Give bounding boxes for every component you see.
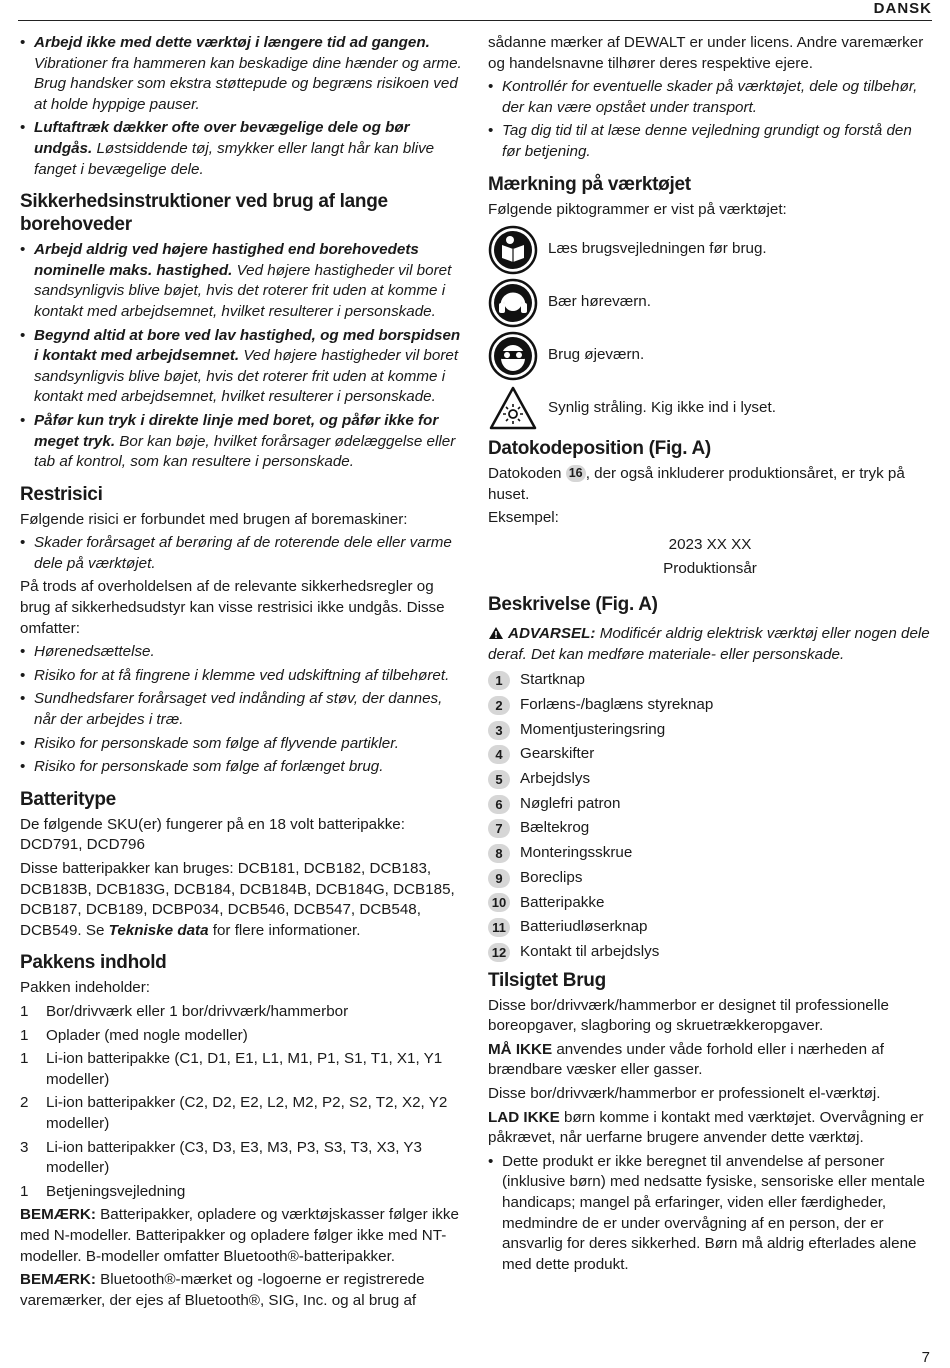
callout-badge: 16 [566,465,586,482]
bullet-item: • Kontrollér for eventuelle skader på værktøjet, dele og tilbehør, der kan være opstået under transport. [488,78,918,116]
residual-item: • Risiko for personskade som følge af flyvende partikler. [20,734,399,752]
read-manual-icon [488,225,538,275]
battery-paragraph-1: De følgende SKU(er) fungerer på en 18 volt batteripakke: DCD791, DCD796 [20,815,405,854]
section-heading-long-bits: Sikkerhedsinstruktioner ved brug af lange borehoveder [20,191,388,236]
package-item: 1 Li-ion batteripakke (C1, D1, E1, L1, M1, P1, S1, T1, X1, Y1 modeller) [20,1050,443,1088]
bullet-item: • Dette produkt er ikke beregnet til anvendelse af personer (inklusive børn) med nedsatte fysiske, sensoriske eller mentale handicaps; mangel på erfaringer, viden eller færdigheder, medmindre de er under overvågning af en person, der er ansvarlig for deres sikkerhed. Børn må aldrig efterlades alene med dette produkt. [488,1152,925,1273]
example-caption: Produktionsår [663,559,757,577]
eye-protection-icon [488,331,538,381]
residual-paragraph: På trods af overholdelsen af de relevante sikkerhedsregler og brug af sikkerhedsudstyr kan visse restrisici ikke undgås. Disse omfatter: [20,578,445,637]
intended-paragraph-1: Disse bor/drivværk/hammerbor er designet til professionelle boreopgaver, slagboring og skruetrækkeropgaver. [488,996,889,1035]
package-item: 2 Li-ion batteripakker (C2, D2, E2, L2, M2, P2, S2, T2, X2, Y2 modeller) [20,1094,448,1132]
pictogram-label: Bær høreværn. [548,293,651,311]
battery-paragraph-2: Disse batteripakker kan bruges: DCB181, DCB182, DCB183, DCB183B, DCB183G, DCB184, DCB184B, DCB184G, DCB185, DCB187, DCB189, DCBP034, DCB546, DCB547, DCB548, DCB549. Se Tekniske data for flere informationer. [20,860,455,939]
marking-intro: Følgende piktogrammer er vist på værktøjet: [488,200,787,218]
bullet-item: • Luftaftræk dækker ofte over bevægelige dele og bør undgås. Løstsiddende tøj, smykker eller langt hår kan blive fanget i bevægelige dele. [20,119,435,178]
pictogram-row [488,382,932,435]
package-item: 1 Bor/drivværk eller 1 bor/drivværk/hammerbor [20,1002,349,1020]
part-item: 12 Kontakt til arbejdslys [488,940,932,965]
residual-intro: Følgende risici er forbundet med brugen af boremaskiner: [20,510,408,528]
warning-icon [488,626,504,640]
section-heading-package: Pakkens indhold [20,952,167,974]
part-item: 8 Monteringsskrue [488,841,932,866]
package-item: 1 Betjeningsvejledning [20,1182,186,1200]
pictogram-row [488,329,932,382]
residual-item: • Risiko for personskade som følge af forlænget brug. [20,758,384,776]
section-heading-datecode: Datokodeposition (Fig. A) [488,438,711,460]
part-item: 7 Bæltekrog [488,816,932,841]
pictogram-label: Læs brugsvejledningen før brug. [548,240,767,258]
right-column [488,33,932,1278]
left-column [20,33,462,1314]
residual-item: • Hørenedsættelse. [20,643,155,661]
part-item: 9 Boreclips [488,866,932,891]
part-item: 4 Gearskifter [488,742,932,767]
part-item: 1 Startknap [488,668,932,693]
section-heading-residual: Restrisici [20,483,103,505]
continued-text: sådanne mærker af DEWALT er under licens. Andre varemærker og handelsnavne tilhører deres respektive ejere. [488,34,924,72]
language-label: DANSK [873,0,932,17]
note-1: BEMÆRK: Batteripakker, opladere og værktøjskasser følger ikke med N-modeller. Batteripakker og opladere følger ikke med NT-modeller. B-modeller omfatter Bluetooth®-batteripakker. [20,1206,459,1265]
bullet-item: • Arbejd aldrig ved højere hastighed end borehovedets nominelle maks. hastighed. Ved højere hastigheder vil boret sandsynligvis blive bøjet, hvis det roterer frit uden at komme i kontakt med arbejdsemnet, hvilket resulterer i personskade. [20,241,452,320]
pictogram-row [488,223,932,276]
example-code: 2023 XX XX [668,535,752,553]
section-heading-description: Beskrivelse (Fig. A) [488,594,658,616]
package-item: 1 Oplader (med nogle modeller) [20,1026,248,1044]
parts-list [488,668,932,964]
section-heading-battery: Batteritype [20,788,116,810]
radiation-warning-icon [488,384,538,434]
bullet-item: • Arbejd ikke med dette værktøj i længere tid ad gangen. Vibrationer fra hammeren kan beskadige dine hænder og arme. Brug handsker som ekstra støttepude og begræns risikoen ved at holde hyppige pauser. [20,34,462,113]
part-item: 5 Arbejdslys [488,767,932,792]
part-item: 11 Batteriudløserknap [488,915,932,940]
intended-paragraph-3: Disse bor/drivværk/hammerbor er professionelt el-værktøj. [488,1084,881,1102]
pictogram-label: Synlig stråling. Kig ikke ind i lyset. [548,399,776,417]
part-item: 6 Nøglefri patron [488,792,932,817]
note-2: BEMÆRK: Bluetooth®-mærket og -logoerne er registrerede varemærker, der ejes af Bluetooth®, SIG, Inc. og al brug af [20,1271,425,1309]
residual-item: • Sundhedsfarer forårsaget ved indånding af støv, der dannes, når der arbejdes i træ. [20,690,443,729]
package-list [20,1002,462,1202]
section-heading-intended-use: Tilsigtet Brug [488,969,606,991]
package-intro: Pakken indeholder: [20,979,151,997]
pictogram-label: Brug øjeværn. [548,346,645,364]
header-rule [18,20,932,21]
pictogram-row [488,276,932,329]
page-number: 7 [921,1349,930,1366]
intended-paragraph-4: LAD IKKE børn komme i kontakt med værktøjet. Overvågning er påkrævet, når uerfarne brugere anvender dette værktøj. [488,1108,924,1147]
residual-item: • Risiko for at få fingrene i klemme ved udskiftning af tilbehøret. [20,666,450,684]
warning-text: ADVARSEL: Modificér aldrig elektrisk værktøj eller nogen dele deraf. Det kan medføre materiale- eller personskade. [488,625,930,663]
example-label: Eksempel: [488,509,559,527]
part-item: 3 Momentjusteringsring [488,718,932,743]
ear-protection-icon [488,278,538,328]
datecode-text: Datokoden 16 , der også inkluderer produktionsåret, er tryk på huset. [488,465,905,503]
intended-paragraph-2: MÅ IKKE anvendes under våde forhold eller i nærheden af brændbare væsker eller gasser. [488,1040,884,1079]
part-item: 2 Forlæns-/baglæns styreknap [488,693,932,718]
part-item: 10 Batteripakke [488,891,932,916]
package-item: 3 Li-ion batteripakker (C3, D3, E3, M3, P3, S3, T3, X3, Y3 modeller) [20,1138,422,1177]
section-heading-marking: Mærkning på værktøjet [488,173,691,195]
bullet-item: • Skader forårsaget af berøring af de roterende dele eller varme dele på værktøjet. [20,534,452,572]
bullet-item: • Begynd altid at bore ved lav hastighed, og med borspidsen i kontakt med arbejdsemnet. Ved højere hastigheder vil boret sandsynligvis blive bøjet, hvis det roterer frit uden at komme i kontakt med arbejdsemnet, hvilket resulterer i personskade. [20,326,461,406]
bullet-item: • Påfør kun tryk i direkte linje med boret, og påfør ikke for meget tryk. Bor kan bøje, hvilket forårsager ødelæggelse eller tab af kontrol, som kan resultere i personskade. [20,411,456,471]
bullet-item: • Tag dig tid til at læse denne vejledning grundigt og forstå den før betjening. [488,122,912,160]
